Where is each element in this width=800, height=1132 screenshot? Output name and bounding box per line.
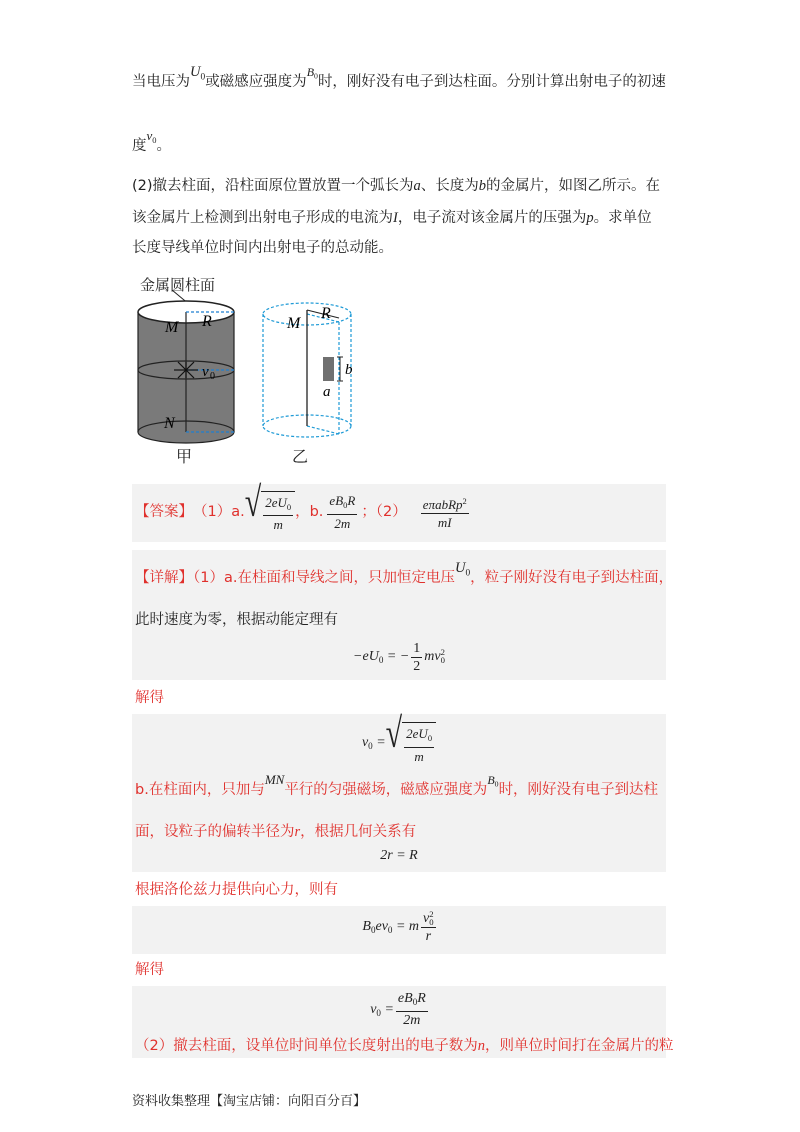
math-n: n bbox=[477, 1038, 485, 1054]
math-p: p bbox=[586, 210, 594, 226]
figure-label-yi: 乙 bbox=[292, 447, 309, 466]
math-r: r bbox=[294, 824, 301, 840]
answer-tag: 【答案】 bbox=[135, 504, 193, 520]
solve-2: 解得 bbox=[135, 962, 164, 978]
math-a: a bbox=[413, 178, 421, 194]
text: ，b. bbox=[295, 504, 324, 520]
q2-line2 bbox=[132, 208, 652, 228]
text: 时，刚好没有电子到达柱 bbox=[498, 782, 659, 798]
math-U0: $U_0$ bbox=[454, 560, 471, 579]
math-b: b bbox=[478, 178, 487, 194]
detail-line2: 此时速度为零，根据动能定理有 bbox=[135, 612, 338, 628]
text: 度 bbox=[132, 138, 147, 154]
math-U0: $U_0$ bbox=[190, 64, 206, 83]
text: 、长度为 bbox=[420, 178, 479, 194]
figure-yi bbox=[255, 300, 365, 450]
figure-jia bbox=[130, 290, 240, 450]
text: b.在柱面内，只加与 bbox=[135, 782, 265, 798]
formula-v0-sqrt: √ $\frac{2eU_0}{m}$ bbox=[245, 491, 295, 534]
math-v0: $v_0$ bbox=[146, 128, 157, 145]
label-a: a bbox=[323, 384, 331, 400]
q1-line1 bbox=[132, 64, 666, 97]
math-I: I bbox=[393, 210, 398, 226]
math-MN: MN bbox=[264, 772, 285, 787]
equation-2r-R: 2r = R bbox=[380, 848, 418, 863]
text: ，根据几何关系有 bbox=[300, 824, 417, 840]
q2-line1 bbox=[132, 176, 660, 196]
math-B0: B0 bbox=[306, 65, 318, 81]
text: 面，设粒子的偏转半径为 bbox=[135, 824, 295, 840]
equation-v0-B: $v_0$ = $\frac{eB_0R}{2m}$ bbox=[370, 991, 426, 1029]
label-R: R bbox=[321, 305, 331, 322]
figure-label-jia: 甲 bbox=[176, 447, 193, 466]
text: （1）a.在柱面和导线之间，只加恒定电压 bbox=[193, 570, 455, 586]
equation-lorentz: $B_0ev_0 = m$ v 2 0 r bbox=[362, 908, 434, 944]
label-v: v bbox=[202, 364, 209, 380]
figure-caption-top: 金属圆柱面 bbox=[140, 276, 216, 294]
lorentz-line: 根据洛伦兹力提供向心力，则有 bbox=[135, 882, 338, 898]
metal-sheet bbox=[323, 357, 334, 381]
q1-line2 bbox=[132, 128, 171, 160]
solve-1: 解得 bbox=[135, 690, 164, 706]
text: ，粒子刚好没有电子到达柱面， bbox=[470, 570, 674, 586]
text: 该金属片上检测到出射电子形成的电流为 bbox=[132, 210, 393, 226]
text: ，则单位时间打在金属片的粒 bbox=[484, 1038, 674, 1054]
equation-energy-theorem: $-eU_0$ = − $\frac{1}{2}$ mv 2 0 bbox=[353, 641, 445, 674]
text: 。求单位 bbox=[593, 210, 652, 226]
answer-line bbox=[135, 479, 469, 534]
text: 的金属片，如图乙所示。在 bbox=[486, 178, 661, 194]
math-B0: B0 bbox=[487, 773, 499, 789]
footer: 资料收集整理【淘宝店铺：向阳百分百】 bbox=[132, 1094, 367, 1109]
formula-v0-B: $\frac{eB_0R}{2m}$ bbox=[329, 493, 356, 531]
detail-b-line2 bbox=[135, 822, 416, 842]
detail-tag: 【详解】 bbox=[135, 570, 193, 586]
q2-line3: 长度导线单位时间内出射电子的总动能。 bbox=[132, 240, 393, 256]
text: 时，刚好没有电子到达柱面。分别计算出射电子的初速 bbox=[317, 74, 666, 90]
equation-v0-sqrt: $v_0$ = √ $\frac{2eU_0}{m}$ bbox=[132, 722, 666, 765]
detail-q2-line bbox=[135, 1036, 673, 1056]
svg-text:0: 0 bbox=[210, 371, 215, 382]
formula-energy: $\frac{e\pi abRp^2}{mI}$ bbox=[421, 493, 469, 531]
text: （2）撤去柱面，设单位时间单位长度射出的电子数为 bbox=[135, 1038, 478, 1054]
text: (2)撤去柱面，沿柱面原位置放置一个弧长为 bbox=[132, 178, 414, 194]
text: ；（2） bbox=[361, 504, 407, 520]
text: 当电压为 bbox=[132, 74, 190, 90]
label-N: N bbox=[164, 415, 175, 432]
label-R: R bbox=[202, 313, 212, 330]
text: 。 bbox=[156, 138, 171, 154]
label-M: M bbox=[287, 315, 301, 332]
label-b: b bbox=[345, 362, 353, 378]
text: 或磁感应强度为 bbox=[205, 74, 307, 90]
detail-b-line1 bbox=[135, 772, 659, 805]
text: （1）a. bbox=[193, 504, 245, 520]
detail-line1 bbox=[135, 560, 674, 593]
label-M: M bbox=[165, 319, 179, 336]
text: 平行的匀强磁场，磁感应强度为 bbox=[284, 782, 488, 798]
text: ，电子流对该金属片的压强为 bbox=[397, 210, 587, 226]
